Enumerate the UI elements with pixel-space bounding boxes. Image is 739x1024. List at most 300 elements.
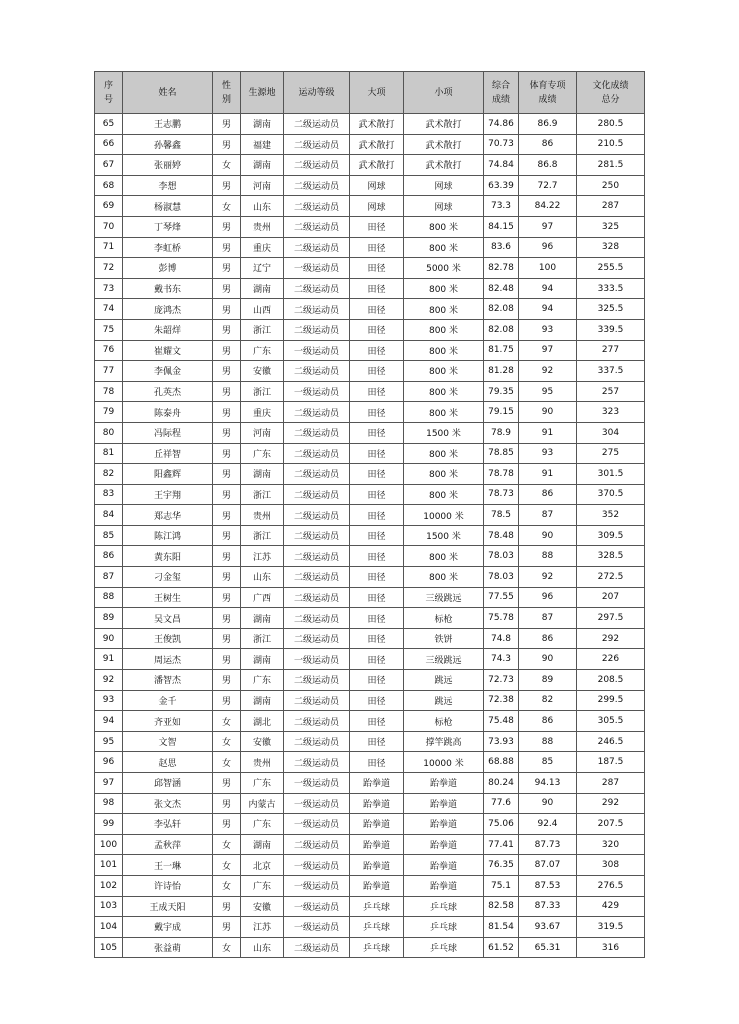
- cell-category: 田径: [350, 464, 404, 485]
- cell-gender: 女: [213, 196, 241, 217]
- cell-name: 杨淑慧: [123, 196, 213, 217]
- cell-name: 齐亚如: [123, 711, 213, 732]
- cell-origin: 浙江: [241, 319, 284, 340]
- cell-origin: 湖南: [241, 690, 284, 711]
- cell-origin: 湖南: [241, 649, 284, 670]
- cell-name: 孟秋萍: [123, 834, 213, 855]
- cell-sport-score: 86.9: [519, 114, 577, 135]
- cell-sport-score: 86: [519, 484, 577, 505]
- cell-overall: 74.3: [484, 649, 519, 670]
- table-row: [95, 814, 645, 835]
- cell-level: 二级运动员: [284, 443, 350, 464]
- cell-gender: 男: [213, 917, 241, 938]
- cell-culture-score: 280.5: [577, 114, 645, 135]
- header-text: 体育专项: [529, 80, 566, 91]
- cell-no: 71: [95, 237, 123, 258]
- cell-event: 网球: [404, 175, 484, 196]
- cell-no: 89: [95, 608, 123, 629]
- cell-sport-score: 86.8: [519, 155, 577, 176]
- cell-gender: 男: [213, 319, 241, 340]
- cell-event: 武术散打: [404, 114, 484, 135]
- cell-no: 76: [95, 340, 123, 361]
- cell-name: 冯际程: [123, 422, 213, 443]
- cell-level: 二级运动员: [284, 690, 350, 711]
- cell-culture-score: 339.5: [577, 319, 645, 340]
- cell-origin: 广东: [241, 773, 284, 794]
- cell-overall: 77.55: [484, 587, 519, 608]
- cell-overall: 84.15: [484, 216, 519, 237]
- cell-sport-score: 93: [519, 443, 577, 464]
- table-row: [95, 670, 645, 691]
- cell-origin: 辽宁: [241, 258, 284, 279]
- cell-culture-score: 309.5: [577, 525, 645, 546]
- cell-no: 77: [95, 361, 123, 382]
- cell-event: 800 米: [404, 216, 484, 237]
- cell-gender: 男: [213, 814, 241, 835]
- cell-culture-score: 323: [577, 402, 645, 423]
- cell-sport-score: 94: [519, 278, 577, 299]
- cell-culture-score: 325: [577, 216, 645, 237]
- header-text: 成绩: [491, 94, 510, 105]
- cell-origin: 浙江: [241, 381, 284, 402]
- cell-level: 二级运动员: [284, 422, 350, 443]
- table-row: [95, 896, 645, 917]
- cell-overall: 78.78: [484, 464, 519, 485]
- cell-culture-score: 187.5: [577, 752, 645, 773]
- cell-level: 一级运动员: [284, 649, 350, 670]
- cell-level: 二级运动员: [284, 484, 350, 505]
- cell-event: 1500 米: [404, 525, 484, 546]
- cell-overall: 77.41: [484, 834, 519, 855]
- cell-sport-score: 97: [519, 340, 577, 361]
- cell-no: 92: [95, 670, 123, 691]
- cell-category: 田径: [350, 711, 404, 732]
- cell-culture-score: 275: [577, 443, 645, 464]
- cell-gender: 女: [213, 711, 241, 732]
- cell-level: 二级运动员: [284, 546, 350, 567]
- cell-level: 二级运动员: [284, 525, 350, 546]
- cell-overall: 81.75: [484, 340, 519, 361]
- cell-culture-score: 287: [577, 196, 645, 217]
- cell-name: 李虹桥: [123, 237, 213, 258]
- cell-name: 王俊凯: [123, 628, 213, 649]
- cell-event: 800 米: [404, 340, 484, 361]
- cell-culture-score: 281.5: [577, 155, 645, 176]
- cell-overall: 79.35: [484, 381, 519, 402]
- cell-name: 刁金玺: [123, 567, 213, 588]
- cell-event: 跳远: [404, 690, 484, 711]
- cell-overall: 82.08: [484, 299, 519, 320]
- cell-event: 10000 米: [404, 752, 484, 773]
- cell-name: 李弘轩: [123, 814, 213, 835]
- cell-sport-score: 87.07: [519, 855, 577, 876]
- table-row: [95, 731, 645, 752]
- cell-category: 田径: [350, 258, 404, 279]
- cell-overall: 75.06: [484, 814, 519, 835]
- cell-gender: 男: [213, 258, 241, 279]
- cell-origin: 广东: [241, 340, 284, 361]
- cell-no: 81: [95, 443, 123, 464]
- cell-overall: 76.35: [484, 855, 519, 876]
- cell-category: 田径: [350, 628, 404, 649]
- cell-name: 王志鹏: [123, 114, 213, 135]
- cell-level: 一级运动员: [284, 258, 350, 279]
- cell-gender: 男: [213, 587, 241, 608]
- cell-culture-score: 320: [577, 834, 645, 855]
- cell-category: 田径: [350, 278, 404, 299]
- cell-sport-score: 90: [519, 525, 577, 546]
- cell-category: 田径: [350, 690, 404, 711]
- cell-level: 二级运动员: [284, 196, 350, 217]
- cell-level: 二级运动员: [284, 299, 350, 320]
- table-row: [95, 793, 645, 814]
- cell-origin: 江苏: [241, 546, 284, 567]
- table-body: [95, 114, 645, 958]
- cell-sport-score: 72.7: [519, 175, 577, 196]
- cell-name: 王一琳: [123, 855, 213, 876]
- cell-overall: 78.9: [484, 422, 519, 443]
- table-row: [95, 834, 645, 855]
- cell-origin: 福建: [241, 134, 284, 155]
- cell-origin: 广东: [241, 814, 284, 835]
- cell-gender: 女: [213, 855, 241, 876]
- cell-level: 一级运动员: [284, 773, 350, 794]
- cell-overall: 81.54: [484, 917, 519, 938]
- table-row: [95, 402, 645, 423]
- table-row: [95, 361, 645, 382]
- cell-culture-score: 429: [577, 896, 645, 917]
- cell-category: 田径: [350, 319, 404, 340]
- table-row: [95, 134, 645, 155]
- col-header-sport-score: [519, 72, 577, 114]
- cell-sport-score: 91: [519, 422, 577, 443]
- header-text: 总分: [601, 94, 620, 105]
- cell-origin: 山东: [241, 937, 284, 958]
- cell-overall: 80.24: [484, 773, 519, 794]
- cell-culture-score: 208.5: [577, 670, 645, 691]
- cell-level: 二级运动员: [284, 237, 350, 258]
- cell-level: 一级运动员: [284, 793, 350, 814]
- cell-sport-score: 94: [519, 299, 577, 320]
- cell-name: 文智: [123, 731, 213, 752]
- cell-overall: 75.1: [484, 875, 519, 896]
- cell-overall: 63.39: [484, 175, 519, 196]
- cell-event: 武术散打: [404, 134, 484, 155]
- cell-overall: 74.86: [484, 114, 519, 135]
- cell-no: 95: [95, 731, 123, 752]
- cell-name: 张益萌: [123, 937, 213, 958]
- cell-no: 72: [95, 258, 123, 279]
- cell-category: 田径: [350, 587, 404, 608]
- cell-category: 田径: [350, 752, 404, 773]
- cell-sport-score: 86: [519, 134, 577, 155]
- cell-event: 5000 米: [404, 258, 484, 279]
- cell-gender: 男: [213, 773, 241, 794]
- cell-overall: 78.5: [484, 505, 519, 526]
- cell-culture-score: 333.5: [577, 278, 645, 299]
- cell-level: 一级运动员: [284, 875, 350, 896]
- cell-gender: 男: [213, 134, 241, 155]
- cell-gender: 男: [213, 361, 241, 382]
- table-row: [95, 340, 645, 361]
- cell-gender: 男: [213, 793, 241, 814]
- cell-overall: 70.73: [484, 134, 519, 155]
- cell-overall: 82.48: [484, 278, 519, 299]
- cell-culture-score: 325.5: [577, 299, 645, 320]
- cell-event: 800 米: [404, 484, 484, 505]
- cell-sport-score: 96: [519, 237, 577, 258]
- cell-level: 二级运动员: [284, 402, 350, 423]
- cell-no: 96: [95, 752, 123, 773]
- cell-name: 孙馨鑫: [123, 134, 213, 155]
- cell-level: 二级运动员: [284, 114, 350, 135]
- cell-no: 67: [95, 155, 123, 176]
- cell-level: 二级运动员: [284, 628, 350, 649]
- cell-culture-score: 272.5: [577, 567, 645, 588]
- cell-overall: 78.48: [484, 525, 519, 546]
- table-row: [95, 546, 645, 567]
- cell-name: 彭博: [123, 258, 213, 279]
- cell-event: 跆拳道: [404, 793, 484, 814]
- cell-gender: 男: [213, 443, 241, 464]
- table-row: [95, 505, 645, 526]
- cell-event: 跆拳道: [404, 875, 484, 896]
- cell-origin: 重庆: [241, 237, 284, 258]
- table-header-row: [95, 72, 645, 114]
- table-row: [95, 628, 645, 649]
- cell-level: 二级运动员: [284, 134, 350, 155]
- cell-name: 朱韶烊: [123, 319, 213, 340]
- table-row: [95, 875, 645, 896]
- cell-culture-score: 299.5: [577, 690, 645, 711]
- cell-event: 800 米: [404, 567, 484, 588]
- cell-culture-score: 337.5: [577, 361, 645, 382]
- table-row: [95, 258, 645, 279]
- cell-name: 许诗怡: [123, 875, 213, 896]
- cell-overall: 72.73: [484, 670, 519, 691]
- cell-level: 二级运动员: [284, 567, 350, 588]
- table-row: [95, 114, 645, 135]
- header-text: 运动等级: [298, 87, 335, 98]
- cell-origin: 湖南: [241, 464, 284, 485]
- cell-origin: 江苏: [241, 917, 284, 938]
- cell-sport-score: 87.33: [519, 896, 577, 917]
- cell-level: 二级运动员: [284, 587, 350, 608]
- cell-sport-score: 96: [519, 587, 577, 608]
- cell-level: 二级运动员: [284, 319, 350, 340]
- table-row: [95, 278, 645, 299]
- cell-culture-score: 301.5: [577, 464, 645, 485]
- cell-category: 田径: [350, 381, 404, 402]
- table-row: [95, 711, 645, 732]
- cell-sport-score: 85: [519, 752, 577, 773]
- cell-gender: 男: [213, 670, 241, 691]
- cell-level: 一级运动员: [284, 917, 350, 938]
- header-text: 大项: [367, 87, 386, 98]
- cell-event: 跆拳道: [404, 834, 484, 855]
- cell-category: 跆拳道: [350, 834, 404, 855]
- cell-category: 田径: [350, 361, 404, 382]
- cell-category: 乒乓球: [350, 917, 404, 938]
- cell-sport-score: 92: [519, 567, 577, 588]
- cell-no: 78: [95, 381, 123, 402]
- cell-category: 乒乓球: [350, 896, 404, 917]
- cell-origin: 北京: [241, 855, 284, 876]
- col-header-level: [284, 72, 350, 114]
- cell-origin: 山东: [241, 196, 284, 217]
- table-row: [95, 567, 645, 588]
- cell-culture-score: 328.5: [577, 546, 645, 567]
- cell-level: 二级运动员: [284, 175, 350, 196]
- cell-level: 二级运动员: [284, 464, 350, 485]
- cell-level: 二级运动员: [284, 361, 350, 382]
- table-row: [95, 155, 645, 176]
- cell-event: 乒乓球: [404, 937, 484, 958]
- cell-gender: 男: [213, 464, 241, 485]
- cell-name: 黄东阳: [123, 546, 213, 567]
- table-row: [95, 855, 645, 876]
- table-row: [95, 422, 645, 443]
- cell-event: 跆拳道: [404, 773, 484, 794]
- cell-name: 郑志华: [123, 505, 213, 526]
- cell-no: 94: [95, 711, 123, 732]
- cell-category: 田径: [350, 484, 404, 505]
- cell-no: 91: [95, 649, 123, 670]
- cell-culture-score: 276.5: [577, 875, 645, 896]
- cell-sport-score: 92.4: [519, 814, 577, 835]
- cell-name: 庞鸿杰: [123, 299, 213, 320]
- header-text: 小项: [434, 87, 453, 98]
- cell-no: 88: [95, 587, 123, 608]
- cell-level: 二级运动员: [284, 608, 350, 629]
- cell-culture-score: 207.5: [577, 814, 645, 835]
- cell-sport-score: 88: [519, 731, 577, 752]
- cell-overall: 73.93: [484, 731, 519, 752]
- cell-name: 赵思: [123, 752, 213, 773]
- cell-overall: 82.58: [484, 896, 519, 917]
- table-row: [95, 464, 645, 485]
- cell-origin: 山西: [241, 299, 284, 320]
- cell-category: 田径: [350, 546, 404, 567]
- cell-category: 田径: [350, 505, 404, 526]
- cell-category: 田径: [350, 731, 404, 752]
- header-text: 性: [221, 80, 231, 91]
- cell-gender: 男: [213, 216, 241, 237]
- cell-gender: 男: [213, 278, 241, 299]
- cell-category: 田径: [350, 402, 404, 423]
- cell-level: 一级运动员: [284, 381, 350, 402]
- cell-level: 二级运动员: [284, 670, 350, 691]
- cell-culture-score: 292: [577, 628, 645, 649]
- cell-name: 吴文昌: [123, 608, 213, 629]
- cell-event: 标枪: [404, 608, 484, 629]
- cell-category: 跆拳道: [350, 793, 404, 814]
- cell-name: 张丽婷: [123, 155, 213, 176]
- cell-no: 74: [95, 299, 123, 320]
- cell-gender: 男: [213, 175, 241, 196]
- cell-overall: 72.38: [484, 690, 519, 711]
- table-row: [95, 216, 645, 237]
- cell-culture-score: 328: [577, 237, 645, 258]
- cell-origin: 浙江: [241, 484, 284, 505]
- cell-name: 戴宇成: [123, 917, 213, 938]
- cell-overall: 82.78: [484, 258, 519, 279]
- cell-sport-score: 90: [519, 402, 577, 423]
- cell-event: 800 米: [404, 464, 484, 485]
- cell-sport-score: 87: [519, 505, 577, 526]
- cell-sport-score: 82: [519, 690, 577, 711]
- cell-name: 王成天阳: [123, 896, 213, 917]
- cell-sport-score: 94.13: [519, 773, 577, 794]
- cell-origin: 湖南: [241, 608, 284, 629]
- cell-overall: 78.03: [484, 567, 519, 588]
- cell-event: 1500 米: [404, 422, 484, 443]
- cell-sport-score: 88: [519, 546, 577, 567]
- cell-origin: 湖南: [241, 155, 284, 176]
- cell-gender: 女: [213, 155, 241, 176]
- cell-overall: 78.03: [484, 546, 519, 567]
- col-header-gender: [213, 72, 241, 114]
- cell-gender: 男: [213, 299, 241, 320]
- cell-no: 80: [95, 422, 123, 443]
- cell-category: 网球: [350, 196, 404, 217]
- cell-category: 田径: [350, 422, 404, 443]
- cell-culture-score: 352: [577, 505, 645, 526]
- cell-level: 二级运动员: [284, 216, 350, 237]
- cell-event: 铁饼: [404, 628, 484, 649]
- cell-overall: 73.3: [484, 196, 519, 217]
- cell-sport-score: 93: [519, 319, 577, 340]
- cell-origin: 广东: [241, 443, 284, 464]
- cell-culture-score: 308: [577, 855, 645, 876]
- cell-origin: 贵州: [241, 216, 284, 237]
- cell-event: 800 米: [404, 361, 484, 382]
- cell-gender: 男: [213, 896, 241, 917]
- cell-no: 90: [95, 628, 123, 649]
- cell-event: 乒乓球: [404, 917, 484, 938]
- cell-no: 65: [95, 114, 123, 135]
- cell-category: 跆拳道: [350, 855, 404, 876]
- cell-culture-score: 226: [577, 649, 645, 670]
- cell-overall: 74.8: [484, 628, 519, 649]
- cell-culture-score: 297.5: [577, 608, 645, 629]
- cell-gender: 男: [213, 546, 241, 567]
- cell-event: 三级跳远: [404, 649, 484, 670]
- cell-culture-score: 292: [577, 793, 645, 814]
- cell-name: 金千: [123, 690, 213, 711]
- table-row: [95, 299, 645, 320]
- table-row: [95, 443, 645, 464]
- cell-origin: 重庆: [241, 402, 284, 423]
- cell-gender: 男: [213, 649, 241, 670]
- cell-origin: 贵州: [241, 752, 284, 773]
- cell-no: 86: [95, 546, 123, 567]
- cell-culture-score: 319.5: [577, 917, 645, 938]
- cell-name: 阳鑫辉: [123, 464, 213, 485]
- cell-level: 二级运动员: [284, 731, 350, 752]
- cell-no: 82: [95, 464, 123, 485]
- cell-event: 800 米: [404, 278, 484, 299]
- cell-origin: 内蒙古: [241, 793, 284, 814]
- cell-overall: 74.84: [484, 155, 519, 176]
- cell-sport-score: 90: [519, 793, 577, 814]
- cell-origin: 浙江: [241, 628, 284, 649]
- cell-sport-score: 86: [519, 628, 577, 649]
- cell-gender: 男: [213, 237, 241, 258]
- cell-sport-score: 87.53: [519, 875, 577, 896]
- table-row: [95, 381, 645, 402]
- cell-gender: 男: [213, 505, 241, 526]
